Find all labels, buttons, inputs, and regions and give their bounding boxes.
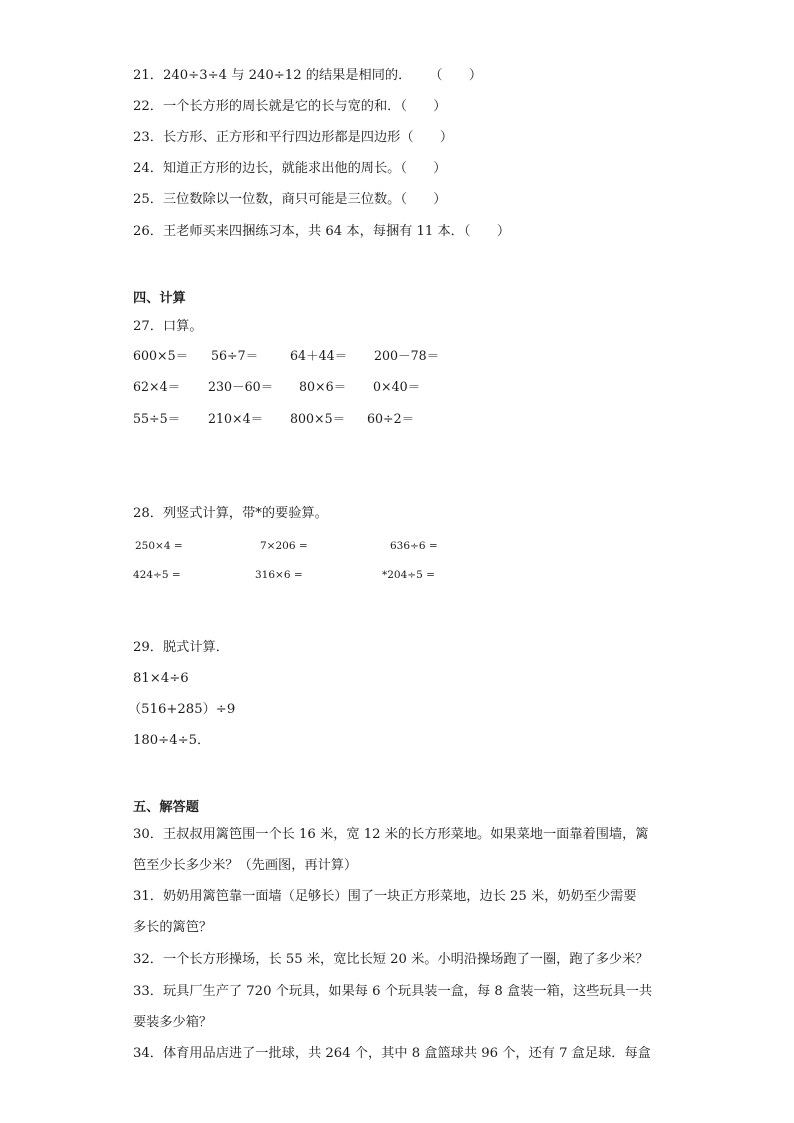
question-29-title: 29．脱式计算．	[133, 640, 229, 655]
section-heading-calculation: 四、计算	[133, 291, 186, 306]
question-number: 22．	[133, 99, 163, 114]
question-26	[133, 223, 510, 241]
math-item: 60÷2＝	[367, 411, 415, 426]
answer-parentheses[interactable]: （ ）	[400, 130, 454, 145]
question-27-title: 27．口算。	[133, 319, 203, 334]
expression-item: 180÷4÷5．	[133, 733, 211, 748]
question-24	[133, 160, 447, 178]
question-number: 23．	[133, 130, 163, 145]
question-25	[133, 191, 447, 209]
calc-item: 424÷5 =	[133, 569, 181, 581]
math-item: 200－78＝	[374, 348, 440, 363]
calc-item: 316×6 =	[255, 569, 303, 581]
answer-parentheses[interactable]: （ ）	[429, 68, 483, 83]
calc-item: 636÷6 =	[390, 540, 438, 552]
question-text: 知道正方形的边长，就能求出他的周长。	[162, 161, 401, 176]
question-22	[133, 98, 447, 116]
word-problem-line: 32．一个长方形操场，长 55 米，宽比长短 20 米。小明沿操场跑了一圈，跑了多少米？	[133, 952, 649, 967]
math-item: 600×5＝	[133, 348, 189, 363]
answer-parentheses[interactable]: （ ）	[463, 224, 511, 239]
question-23	[133, 129, 453, 147]
question-text: 王老师买来四捆练习本，共 64 本，每捆有 11 本．	[162, 224, 464, 239]
question-text: 长方形、正方形和平行四边形都是四边形	[162, 130, 401, 145]
math-item: 0×40＝	[373, 379, 421, 394]
answer-parentheses[interactable]: （ ）	[400, 99, 447, 114]
word-problem-line: 笆至少长多少米？（先画图，再计算）	[133, 858, 358, 873]
question-text: 240÷3÷4 与 240÷12 的结果是相同的．	[162, 68, 412, 83]
math-item: 64＋44＝	[290, 348, 348, 363]
math-item: 210×4＝	[208, 411, 264, 426]
expression-item: （516+285）÷9	[128, 702, 236, 717]
answer-parentheses[interactable]: （ ）	[400, 192, 447, 207]
section-heading-word-problems: 五、解答题	[133, 800, 199, 815]
question-text: 三位数除以一位数，商只可能是三位数。	[162, 192, 401, 207]
word-problem-line: 多长的篱笆？	[133, 920, 213, 935]
question-number: 24．	[133, 161, 163, 176]
math-item: 55÷5＝	[133, 411, 181, 426]
question-21	[133, 67, 482, 85]
math-item: 80×6＝	[299, 379, 347, 394]
question-number: 21．	[133, 68, 163, 83]
math-item: 800×5＝	[290, 411, 346, 426]
math-item: 56÷7＝	[211, 348, 259, 363]
answer-parentheses[interactable]: （ ）	[400, 161, 447, 176]
word-problem-line: 要装多少箱？	[133, 1015, 213, 1030]
expression-item: 81×4÷6	[133, 671, 189, 686]
question-number: 25．	[133, 192, 163, 207]
question-text: 一个长方形的周长就是它的长与宽的和．	[162, 99, 401, 114]
question-28-title: 28．列竖式计算，带*的要验算。	[133, 506, 328, 521]
calc-item: *204÷5 =	[382, 569, 435, 581]
word-problem-line: 34．体育用品店进了一批球，共 264 个，其中 8 盒篮球共 96 个，还有 7 盒足球．每盒	[133, 1046, 651, 1061]
word-problem-line: 30．王叔叔用篱笆围一个长 16 米，宽 12 米的长方形菜地。如果菜地一面靠着围墙，篱	[133, 827, 649, 842]
math-item: 62×4＝	[133, 379, 181, 394]
calc-item: 7×206 =	[260, 540, 308, 552]
word-problem-line: 31．奶奶用篱笆靠一面墙（足够长）围了一块正方形菜地，边长 25 米，奶奶至少需要	[133, 889, 637, 904]
math-item: 230－60＝	[208, 379, 274, 394]
question-number: 26．	[133, 224, 163, 239]
calc-item: 250×4 =	[135, 540, 183, 552]
word-problem-line: 33．玩具厂生产了 720 个玩具，如果每 6 个玩具装一盒，每 8 盒装一箱，这些玩具一共	[133, 984, 653, 999]
